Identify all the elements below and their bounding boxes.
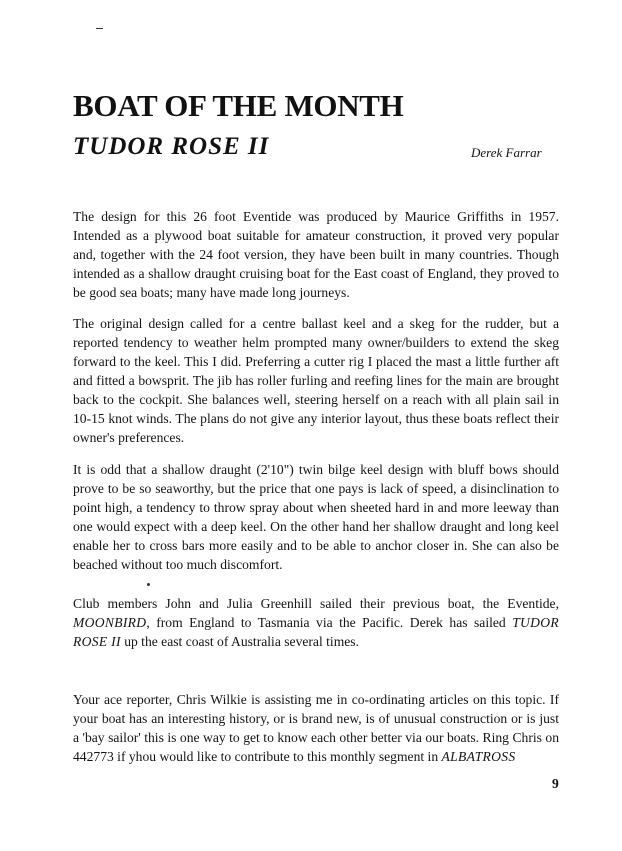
- page-number: 9: [552, 776, 559, 791]
- paragraph-members: [73, 594, 559, 651]
- members-text-2: , from England to Tasmania via the Pacific. Derek has sailed: [146, 615, 506, 630]
- members-text-1: Club members John and Julia Greenhill sailed their previous boat, the Eventide,: [73, 596, 559, 611]
- paragraph-reporter: [73, 690, 559, 766]
- boat-name-title: TUDOR ROSE II: [73, 133, 270, 160]
- stray-mark: [96, 28, 103, 29]
- paragraph-keel: The original design called for a centre ballast keel and a skeg for the rudder, but a reported tendency to weather helm prompted many owner/builders to extend the skeg forward to the keel. This I did. Preferring a cutter rig I placed the mast a little further aft and fitted a bowsprit. The jib has roller furling and reefing lines for the main are brought back to the cockpit. She balances well, steering herself on a reach with all plain sail in 10-15 knot winds. The plans do not give any interior layout, thus these boats reflect their owner's preferences.: [73, 316, 559, 445]
- boat-name-moonbird: MOONBIRD: [73, 615, 147, 630]
- boat-name-tudor-rose: TUDOR ROSE II: [73, 615, 560, 649]
- page-headline: BOAT OF THE MONTH: [73, 88, 404, 123]
- paragraph-design: The design for this 26 foot Eventide was produced by Maurice Griffiths in 1957. Intended as a plywood boat suitable for amateur construction, it proved very popular and, together with the 24 foot version, they have been built in many countries. Though intended as a shallow draught cruising boat for the East coast of England, they proved to be good sea boats; many have made long journeys.: [73, 209, 559, 300]
- author-byline: Derek Farrar: [471, 145, 542, 160]
- stray-dot: [147, 583, 150, 586]
- paragraph-draught: It is odd that a shallow draught (2'10") twin bilge keel design with bluff bows should prove to be so seaworthy, but the price that one pays is lack of speed, a disinclination to point high, a tendency to throw spray about when sheeted hard in and more leeway than one would expect with a deep keel. On the other hand her shallow draught and long keel enable her to cross bars more easily and to be able to anchor closer in. She can also be beached without too much discomfort.: [73, 462, 559, 572]
- members-text-3: up the east coast of Australia several times.: [124, 634, 359, 649]
- reporter-text: Your ace reporter, Chris Wilkie is assisting me in co-ordinating articles on this topic. If your boat has an interesting history, or is brand new, is of unusual construction or is just a 'bay sailor' this is one way to get to know each other better via our boats. Ring Chris on 442773 if yhou would like to contribute to this monthly segment in: [73, 692, 559, 764]
- publication-name: ALBATROSS: [441, 749, 516, 764]
